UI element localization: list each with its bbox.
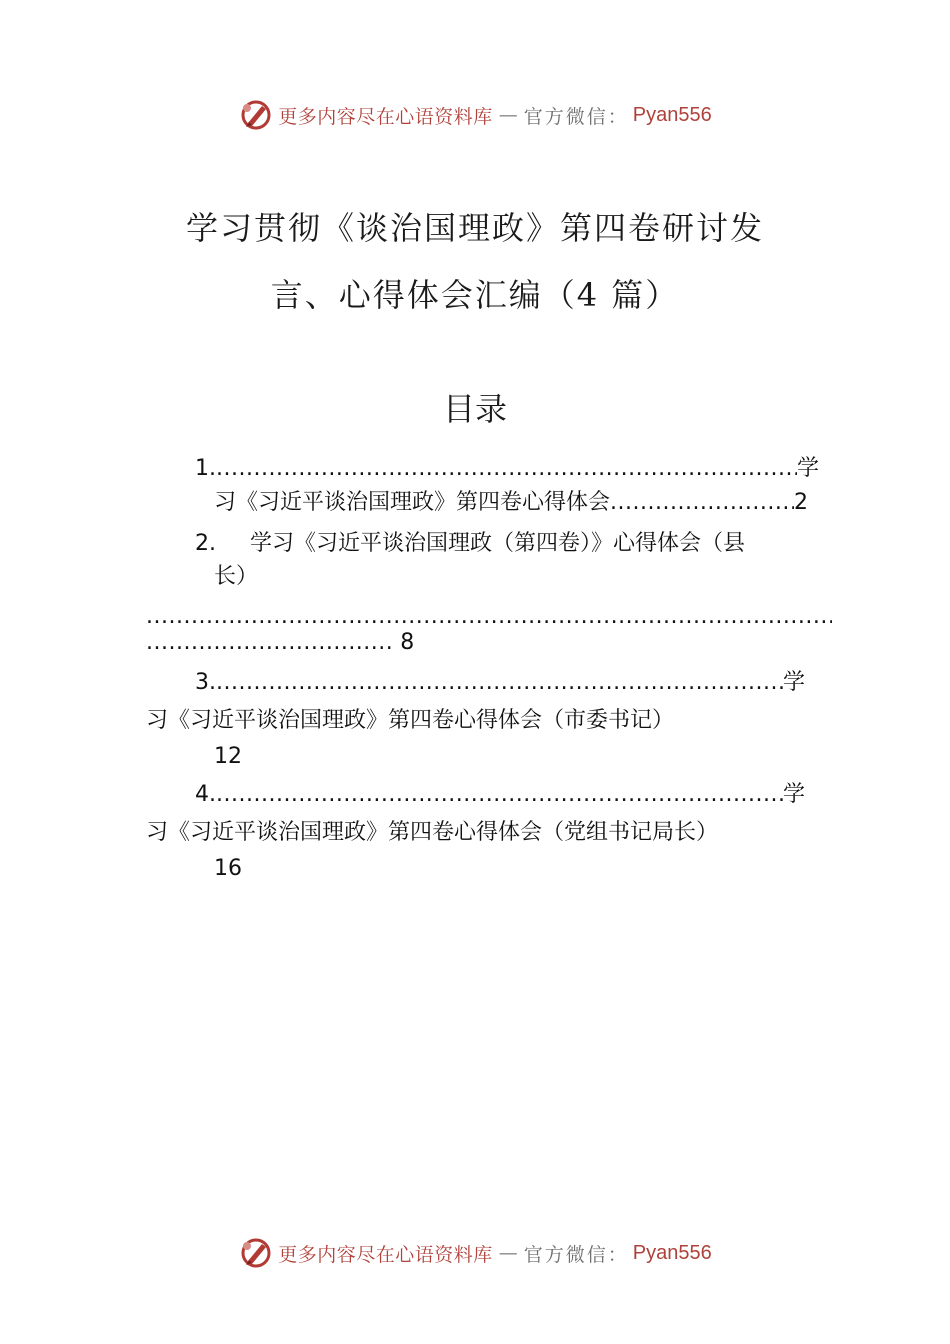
toc-entry-page: 16 — [214, 856, 242, 881]
toc-entry-2-title-cont[interactable] — [214, 562, 258, 592]
watermark-wechat-id: Pyan556 — [632, 103, 712, 126]
toc-entry-1-title[interactable] — [214, 488, 808, 518]
toc-dot-leader: ................................. — [146, 630, 394, 655]
toc-dot-leader — [216, 454, 797, 484]
watermark-text: 更多内容尽在心语资料库 — [278, 1243, 493, 1266]
toc-entry-4-page-line[interactable] — [214, 854, 242, 884]
toc-entry-3-leader[interactable] — [195, 668, 805, 698]
toc-entry-page: 12 — [214, 744, 242, 769]
header-watermark — [0, 95, 950, 135]
toc-entry-2-page-line[interactable] — [146, 628, 414, 658]
toc-entry-title-start: 学 — [796, 456, 819, 481]
watermark-official-label: 官方微信： — [523, 105, 629, 128]
toc-entry-page: 2 — [794, 490, 808, 515]
toc-entry-number: 4. — [195, 782, 216, 807]
toc-entry-title-start: 学 — [782, 782, 805, 807]
toc-entry-4-leader[interactable] — [195, 780, 805, 810]
toc-entry-title: 习《习近平谈治国理政》第四卷心得体会（市委书记） — [146, 708, 675, 733]
toc-entry-number: 1. — [195, 456, 216, 481]
toc-entry-page: 8 — [400, 630, 415, 655]
toc-entry-title: 长） — [214, 564, 259, 589]
document-title-line-1: 学习贯彻《谈治国理政》第四卷研讨发 — [185, 209, 764, 247]
toc-entry-number: 2. — [195, 531, 216, 556]
watermark-text: 更多内容尽在心语资料库 — [278, 105, 493, 128]
toc-entry-1-leader[interactable] — [195, 454, 819, 484]
document-title-line-2: 言、心得体会汇编（4 篇） — [270, 276, 680, 314]
toc-entry-title: 习《习近平谈治国理政》第四卷心得体会（党组书记局长） — [146, 820, 719, 845]
toc-entry-2-title[interactable] — [195, 529, 745, 559]
toc-entry-4-title[interactable] — [146, 818, 718, 848]
watermark-dash: — — [498, 1242, 518, 1264]
watermark-official-label: 官方微信： — [523, 1243, 629, 1266]
watermark-wechat-id: Pyan556 — [632, 1241, 712, 1264]
toc-entry-title: 习《习近平谈治国理政》第四卷心得体会 — [214, 490, 611, 515]
toc-entry-3-title[interactable] — [146, 706, 674, 736]
footer-watermark — [0, 1233, 950, 1273]
toc-entry-title: 学习《习近平谈治国理政（第四卷）》心得体会（县 — [250, 531, 746, 556]
toc-heading: 目录 — [442, 390, 507, 428]
pen-logo-icon — [238, 97, 274, 133]
pen-logo-icon — [238, 1235, 274, 1271]
toc-entry-title-start: 学 — [782, 670, 805, 695]
toc-dot-leader — [216, 668, 783, 698]
watermark-dash: — — [498, 104, 518, 126]
toc-dot-leader — [610, 488, 794, 518]
toc-dot-leader — [216, 780, 783, 810]
toc-entry-number: 3. — [195, 670, 216, 695]
toc-entry-3-page-line[interactable] — [214, 742, 242, 772]
